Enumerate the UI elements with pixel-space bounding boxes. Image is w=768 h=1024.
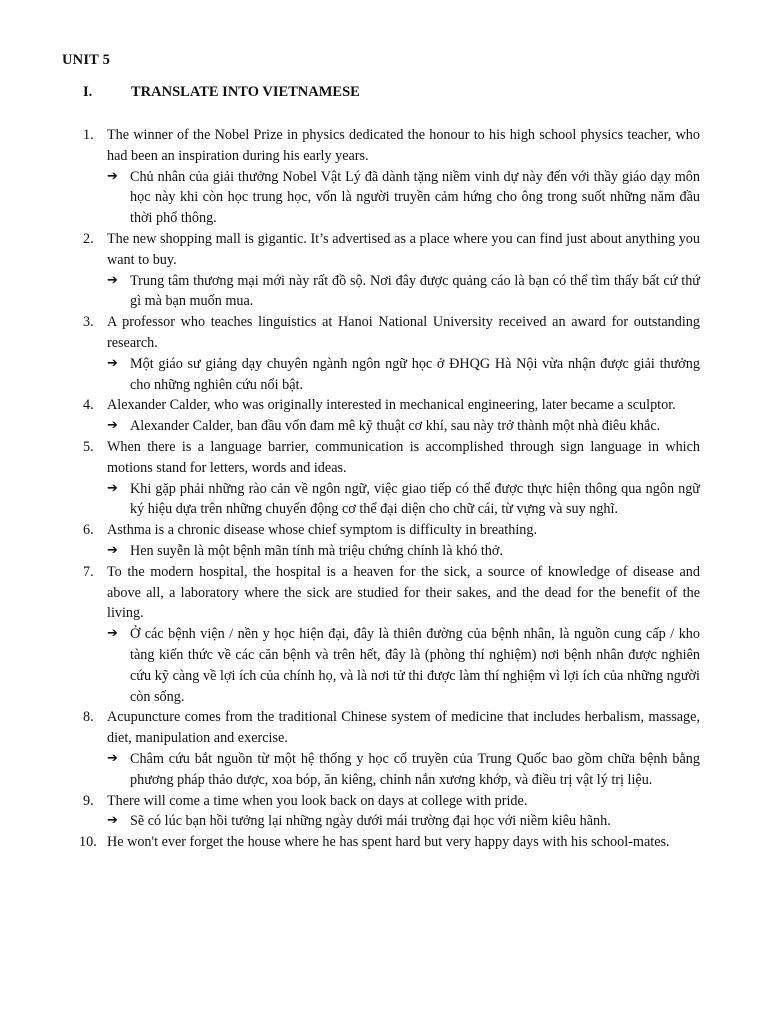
exercise-item [0, 520, 768, 562]
exercise-item [0, 125, 768, 229]
english-sentence: Acupuncture comes from the traditional Chinese system of medicine that includes herbalism, massage, diet, manipulation and exercise. [107, 709, 700, 747]
translation-text: Ở các bệnh viện / nền y học hiện đại, đây là thiên đường của bệnh nhân, là nguồn cung cấp / kho tàng kiến thức về các căn bệnh và trên hết, đây là (phòng thí nghiệm) nơi bệnh nhân được nghiên cứu kỹ càng về lợi ích của chính họ, và là nơi tử thi được làm thí nghiệm vì lợi ích của những người còn sống. [130, 626, 700, 705]
exercise-item [0, 562, 768, 708]
item-number: 7. [83, 563, 94, 580]
item-number: 10. [79, 834, 97, 851]
item-number: 8. [83, 709, 94, 726]
vietnamese-translation [107, 811, 700, 832]
vietnamese-translation [107, 416, 700, 437]
item-number: 6. [83, 522, 94, 539]
right-arrow-icon: ➔ [107, 355, 118, 371]
right-arrow-icon: ➔ [107, 750, 118, 766]
exercise-item [0, 832, 768, 853]
vietnamese-translation [107, 167, 700, 229]
english-sentence: To the modern hospital, the hospital is a heaven for the sick, a source of knowledge of disease and above all, a laboratory where the sick are studied for their sakes, and the dead for the benefit of the living. [107, 563, 700, 622]
translation-text: Trung tâm thương mại mới này rất đồ sộ. Nơi đây được quảng cáo là bạn có thể tìm thấy bất cứ thứ gì mà bạn muốn mua. [130, 272, 700, 310]
english-sentence: The new shopping mall is gigantic. It’s advertised as a place where you can find just about anything you want to buy. [107, 230, 700, 268]
english-sentence: He won't ever forget the house where he has spent hard but very happy days with his school-mates. [107, 834, 670, 851]
item-number: 9. [83, 792, 94, 809]
right-arrow-icon: ➔ [107, 542, 118, 558]
exercise-list [0, 125, 768, 853]
translation-text: Sẽ có lúc bạn hồi tưởng lại những ngày dưới mái trường đại học với niềm kiêu hãnh. [130, 813, 611, 830]
translation-text: Khi gặp phải những rào cản về ngôn ngữ, việc giao tiếp có thể được thực hiện thông qua ngôn ngữ ký hiệu dựa trên những chuyển động cơ thể đại diện cho chữ cái, từ vựng và suy nghĩ. [130, 480, 700, 518]
section-heading [83, 84, 360, 101]
vietnamese-translation [107, 354, 700, 396]
english-sentence: There will come a time when you look back on days at college with pride. [107, 792, 528, 809]
item-number: 2. [83, 230, 94, 247]
vietnamese-translation [107, 624, 700, 707]
translation-text: Một giáo sư giảng dạy chuyên ngành ngôn ngữ học ở ĐHQG Hà Nội vừa nhận được giải thưởng cho những nghiên cứu nổi bật. [130, 355, 700, 393]
exercise-item [0, 707, 768, 790]
exercise-item [0, 395, 768, 437]
exercise-item [0, 791, 768, 833]
vietnamese-translation [107, 479, 700, 521]
english-sentence: The winner of the Nobel Prize in physics dedicated the honour to his high school physics teacher, who had been an inspiration during his early years. [107, 127, 700, 164]
vietnamese-translation [107, 541, 700, 562]
section-number: I. [83, 84, 93, 100]
item-number: 5. [83, 438, 94, 455]
right-arrow-icon: ➔ [107, 813, 118, 829]
right-arrow-icon: ➔ [107, 480, 118, 496]
translation-text: Chủ nhân của giải thưởng Nobel Vật Lý đã dành tặng niềm vinh dự này đến với thầy giáo dạy môn học này khi còn học trung học, vốn là người truyền cảm hứng cho ông trong suốt những năm đầu thời phổ thông. [130, 168, 700, 227]
translation-text: Hen suyễn là một bệnh mãn tính mà triệu chứng chính là khó thở. [130, 542, 503, 559]
translation-text: Alexander Calder, ban đầu vốn đam mê kỹ thuật cơ khí, sau này trở thành một nhà điêu khắc. [130, 418, 661, 435]
exercise-item [0, 437, 768, 520]
exercise-item [0, 229, 768, 312]
english-sentence: Alexander Calder, who was originally interested in mechanical engineering, later became a sculptor. [107, 397, 676, 414]
right-arrow-icon: ➔ [107, 272, 118, 288]
english-sentence: When there is a language barrier, communication is accomplished through sign language in which motions stand for letters, words and ideas. [107, 438, 700, 476]
section-title: TRANSLATE INTO VIETNAMESE [131, 84, 360, 100]
right-arrow-icon: ➔ [107, 626, 118, 642]
vietnamese-translation [107, 749, 700, 791]
right-arrow-icon: ➔ [107, 418, 118, 434]
item-number: 4. [83, 397, 94, 414]
translation-text: Châm cứu bắt nguồn từ một hệ thống y học cổ truyền của Trung Quốc bao gồm chữa bệnh bằng phương pháp thảo dược, xoa bóp, ăn kiêng, chỉnh nắn xương khớp, và điều trị vật lý trị liệu. [130, 750, 700, 788]
english-sentence: Asthma is a chronic disease whose chief symptom is difficulty in breathing. [107, 522, 538, 539]
item-number: 3. [83, 314, 94, 331]
exercise-item [0, 312, 768, 395]
right-arrow-icon: ➔ [107, 168, 118, 184]
unit-title: UNIT 5 [62, 52, 111, 68]
vietnamese-translation [107, 271, 700, 313]
item-number: 1. [83, 127, 94, 143]
english-sentence: A professor who teaches linguistics at Hanoi National University received an award for outstanding research. [107, 314, 700, 351]
